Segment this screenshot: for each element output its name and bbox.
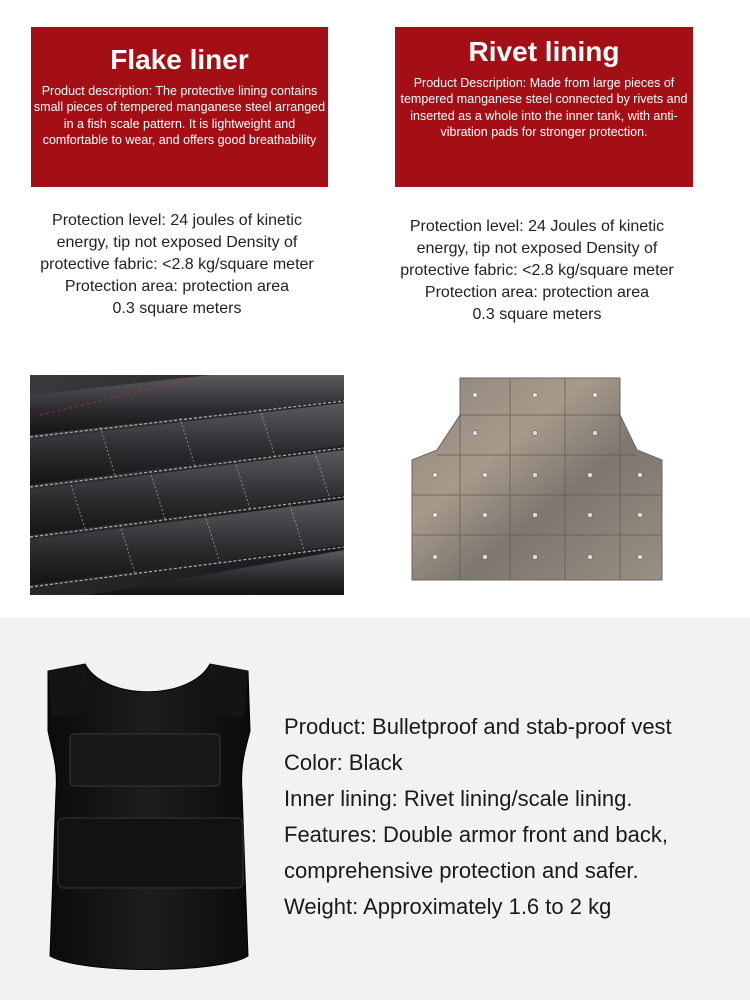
rivet-lining-card: [395, 27, 693, 187]
weight-line: Weight: Approximately 1.6 to 2 kg: [284, 894, 612, 919]
vest-photo: [30, 656, 270, 986]
color-line: Color: Black: [284, 750, 403, 775]
inner-lining-line: Inner lining: Rivet lining/scale lining.: [284, 786, 633, 811]
product-line: Product: Bulletproof and stab-proof vest: [284, 714, 672, 739]
rivet-lining-title: Rivet lining: [468, 36, 620, 67]
flake-liner-description: Product description: The protective lining contains small pieces of tempered manganese steel arranged in a fish scale pattern. It is lightweight and comfortable to wear, and offers good breathability: [33, 83, 326, 148]
spec-line: protective fabric: <2.8 kg/square meter: [40, 256, 314, 274]
rivet-lining-specs: [378, 216, 696, 326]
rivet-lining-photo: [375, 375, 704, 596]
product-specs: [284, 709, 734, 925]
spec-line: Protection level: 24 Joules of kinetic: [409, 218, 665, 235]
spec-line: Protection area: protection area: [64, 278, 290, 296]
features-line-cont: comprehensive protection and safer.: [284, 858, 639, 883]
flake-liner-photo: [30, 375, 344, 595]
features-line: Features: Double armor front and back,: [284, 822, 668, 847]
spec-line: energy, tip not exposed Density of: [56, 234, 298, 252]
rivet-lining-description: Product Description: Made from large pieces of tempered manganese steel connected by rivets and inserted as a whole into the inner tank, with anti-vibration pads for stronger protection.: [400, 75, 688, 140]
spec-line: 0.3 square meters: [472, 306, 602, 324]
spec-line: energy, tip not exposed Density of: [416, 240, 658, 258]
flake-liner-specs: [18, 210, 336, 320]
spec-line: Protection level: 24 joules of kinetic: [52, 212, 302, 229]
spec-line: Protection area: protection area: [424, 284, 650, 302]
spec-line: protective fabric: <2.8 kg/square meter: [400, 262, 674, 280]
flake-liner-title: Flake liner: [110, 44, 249, 75]
flake-liner-card: [31, 27, 328, 187]
spec-line: 0.3 square meters: [112, 300, 242, 318]
